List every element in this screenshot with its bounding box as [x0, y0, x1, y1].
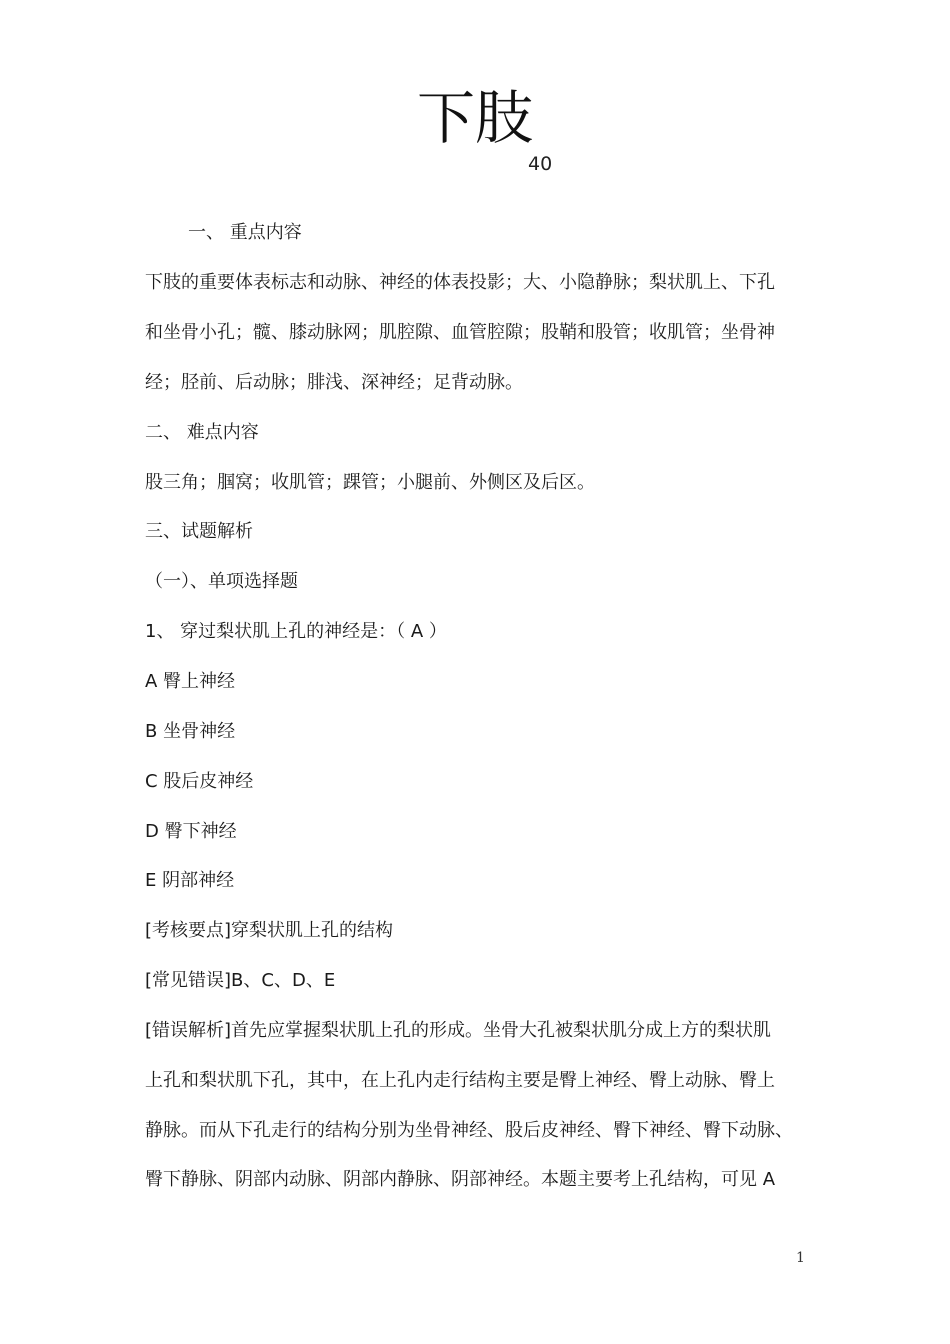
option-c: C 股后皮神经	[145, 771, 254, 792]
section-heading-difficult-content: 二、 难点内容	[145, 422, 259, 443]
page-title: 下肢	[416, 84, 533, 152]
common-errors: [常见错误]B、C、D、E	[145, 970, 336, 991]
analysis-line: [错误解析]首先应掌握梨状肌上孔的形成。坐骨大孔被梨状肌分成上方的梨状肌	[145, 1020, 772, 1041]
option-b: B 坐骨神经	[145, 721, 236, 742]
option-e: E 阴部神经	[145, 870, 235, 891]
question-text: 1、 穿过梨状肌上孔的神经是：（ A ）	[145, 621, 447, 642]
subsection-heading: （一）、单项选择题	[145, 571, 298, 592]
analysis-line: 上孔和梨状肌下孔，其中，在上孔内走行结构主要是臀上神经、臀上动脉、臀上	[145, 1070, 775, 1091]
section-heading-key-content: 一、 重点内容	[188, 222, 302, 243]
page-subtitle: 40	[528, 153, 553, 175]
paragraph-line: 股三角；腘窝；收肌管；踝管；小腿前、外侧区及后区。	[145, 472, 595, 493]
paragraph-line: 和坐骨小孔；髋、膝动脉网；肌腔隙、血管腔隙；股鞘和股管；收肌管；坐骨神	[145, 322, 775, 343]
section-heading-analysis: 三、试题解析	[145, 521, 253, 542]
paragraph-line: 经；胫前、后动脉；腓浅、深神经；足背动脉。	[145, 372, 523, 393]
option-a: A 臀上神经	[145, 671, 236, 692]
key-point: [考核要点]穿梨状肌上孔的结构	[145, 920, 394, 941]
option-d: D 臀下神经	[145, 821, 237, 842]
analysis-line: 臀下静脉、阴部内动脉、阴部内静脉、阴部神经。本题主要考上孔结构，可见 A	[145, 1169, 776, 1190]
paragraph-line: 下肢的重要体表标志和动脉、神经的体表投影；大、小隐静脉；梨状肌上、下孔	[145, 272, 775, 293]
page-number: 1	[796, 1250, 805, 1266]
analysis-line: 静脉。而从下孔走行的结构分别为坐骨神经、股后皮神经、臀下神经、臀下动脉、	[145, 1120, 793, 1141]
